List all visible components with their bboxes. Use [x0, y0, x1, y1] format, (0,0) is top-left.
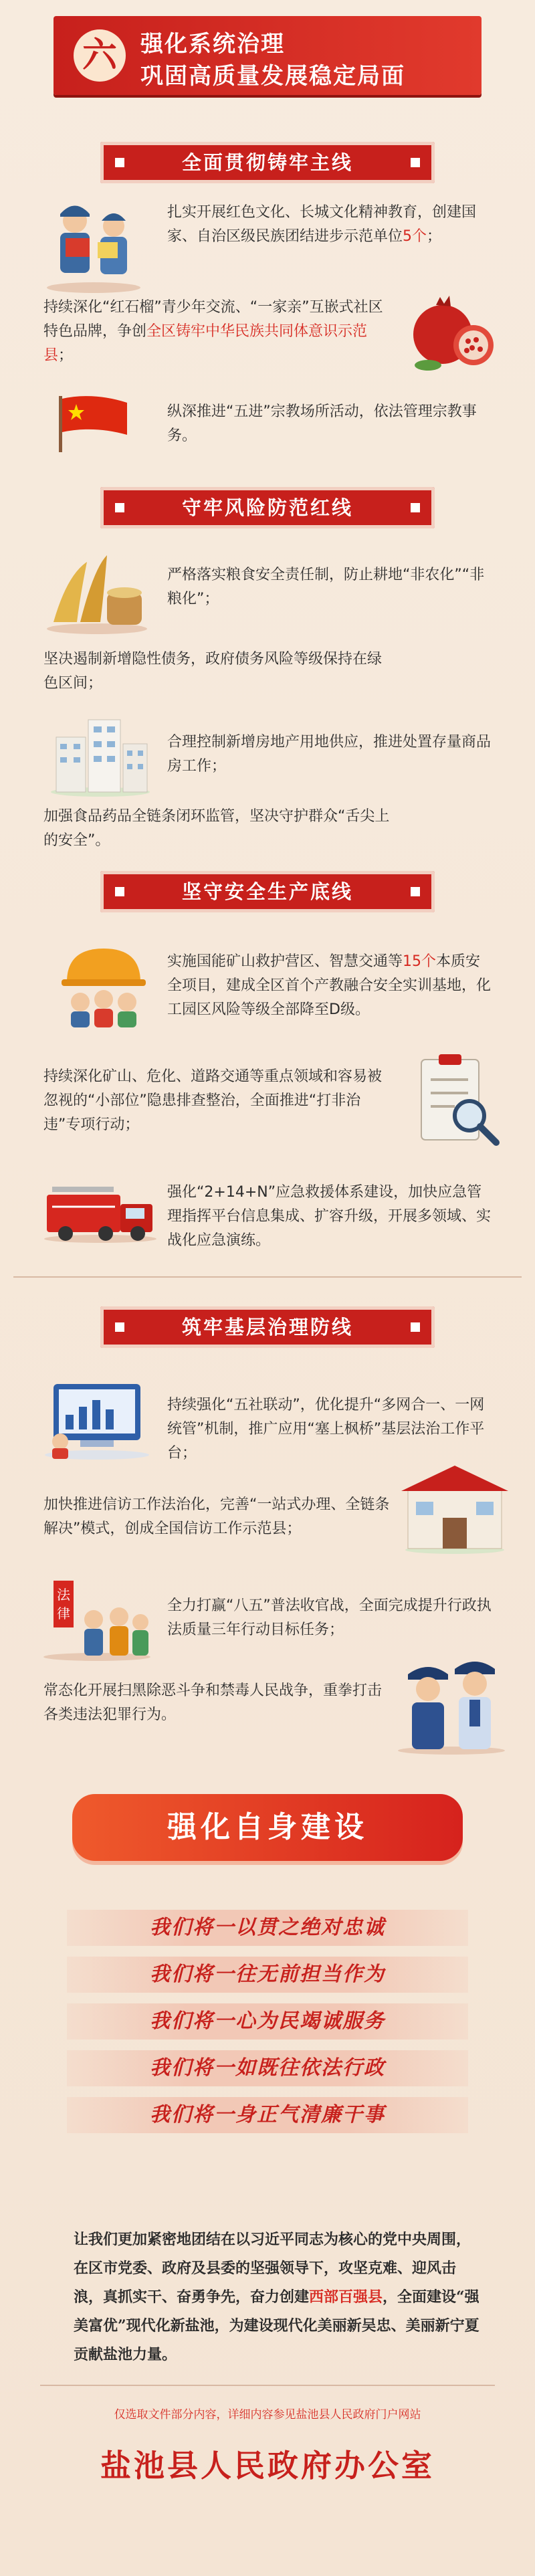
section-banner-3 — [100, 871, 435, 912]
section-title: 筑牢基层治理防线 — [181, 1316, 353, 1339]
pomegranate-icon — [401, 288, 502, 375]
section-title: 全面贯彻铸牢主线 — [181, 151, 353, 174]
inspection-clipboard-icon — [415, 1050, 502, 1151]
section2-item1: 严格落实粮食安全责任制，防止耕地“非农化”“非粮化”； — [167, 567, 485, 607]
section-title: 坚守安全生产底线 — [181, 880, 353, 903]
footer-divider — [40, 2385, 495, 2386]
students-reading-icon — [40, 194, 147, 294]
section1-item3: 纵深推进“五进”宗教场所活动，依法管理宗教事务。 — [167, 403, 477, 444]
section1-item2: 持续深化“红石榴”青少年交流、“一家亲”互嵌式社区特色品牌，争创全区铸牢中华民族共同体意识示范县； — [43, 299, 383, 364]
section3-item1: 实施国能矿山救护营区、智慧交通等15个本质安全项目，建成全区首个产教融合安全实训基地，化工园区风险等级全部降至D级。 — [167, 953, 492, 1018]
section2-item2: 坚决遏制新增隐性债务，政府债务风险等级保持在绿色区间； — [43, 651, 383, 692]
section4-item4: 常态化开展扫黑除恶斗争和禁毒人民战争，重拳打击各类违法犯罪行为。 — [43, 1682, 383, 1723]
chapter-header — [54, 16, 481, 95]
section4-item2: 加快推进信访工作法治化，完善“一站式办理、全链条解决”模式，创成全国信访工作示范县； — [43, 1496, 390, 1537]
chapter-title-line2: 巩固高质量发展稳定局面 — [140, 63, 405, 90]
chapter-number: 六 — [74, 29, 126, 82]
section2-item4: 加强食品药品全链条闭环监管，坚决守护群众“舌尖上的安全”。 — [43, 808, 390, 849]
police-officers-icon — [395, 1649, 508, 1756]
section3-item2: 持续深化矿山、危化、道路交通等重点领域和容易被忽视的“小部位”隐患排查整治，全面推进“打非治违”专项行动； — [43, 1068, 383, 1133]
closing-paragraph: 让我们更加紧密地团结在以习近平同志为核心的党中央周围，在区市党委、政府及县委的坚强领导下，攻坚克难、迎风击浪，真抓实干、奋勇争先，奋力创建西部百强县，全面建设“强美富优”现代化新盐池，为建设现代化美丽新吴忠、美丽新宁夏贡献盐池力量。 — [74, 2231, 479, 2363]
digital-platform-icon — [40, 1375, 154, 1462]
safety-workers-icon — [47, 935, 160, 1029]
footer-note: 仅选取文件部分内容，详细内容参见盐池县人民政府门户网站 — [114, 2408, 421, 2421]
vow-item: 我们将一如既往依法行政 — [67, 2050, 468, 2086]
buildings-icon — [47, 710, 154, 797]
section-title: 守牢风险防范红线 — [181, 496, 353, 519]
petition-office-icon — [401, 1462, 508, 1555]
vow-item: 我们将一身正气清廉干事 — [67, 2097, 468, 2133]
fire-truck-icon — [40, 1177, 160, 1244]
vow-item: 我们将一往无前担当作为 — [67, 1957, 468, 1993]
issuing-office: 盐池县人民政府办公室 — [100, 2448, 435, 2484]
section2-item3: 合理控制新增房地产用地供应，推进处置存量商品房工作； — [167, 734, 492, 775]
section4-item3: 全力打赢“八五”普法收官战，全面完成提升行政执法质量三年行动目标任务； — [167, 1597, 492, 1638]
section1-item1: 扎实开展红色文化、长城文化精神教育，创建国家、自治区级民族团结进步示范单位5个； — [167, 204, 477, 245]
national-flag-icon — [54, 393, 134, 454]
law-publicity-icon — [40, 1575, 154, 1662]
strengthen-title: 强化自身建设 — [167, 1810, 368, 1844]
section-banner-1 — [100, 142, 435, 183]
svg-text:律: 律 — [57, 1605, 70, 1621]
svg-text:法: 法 — [57, 1587, 70, 1603]
section4-item1: 持续强化“五社联动”，优化提升“多网合一、一网统管”机制，推广应用“塞上枫桥”基层法治工作平台； — [167, 1397, 485, 1462]
chapter-title-line1: 强化系统治理 — [140, 31, 285, 58]
section-banner-2 — [100, 487, 435, 528]
section3-item3: 强化“2+14+N”应急救援体系建设，加快应急管理指挥平台信息集成、扩容升级，开展多领域、实战化应急演练。 — [167, 1184, 492, 1249]
grain-harvest-icon — [40, 549, 154, 635]
strengthen-banner — [72, 1794, 463, 1861]
vow-item: 我们将一以贯之绝对忠诚 — [67, 1910, 468, 1946]
vow-item: 我们将一心为民竭诚服务 — [67, 2003, 468, 2040]
section-banner-4 — [100, 1306, 435, 1348]
divider — [13, 1276, 522, 1278]
